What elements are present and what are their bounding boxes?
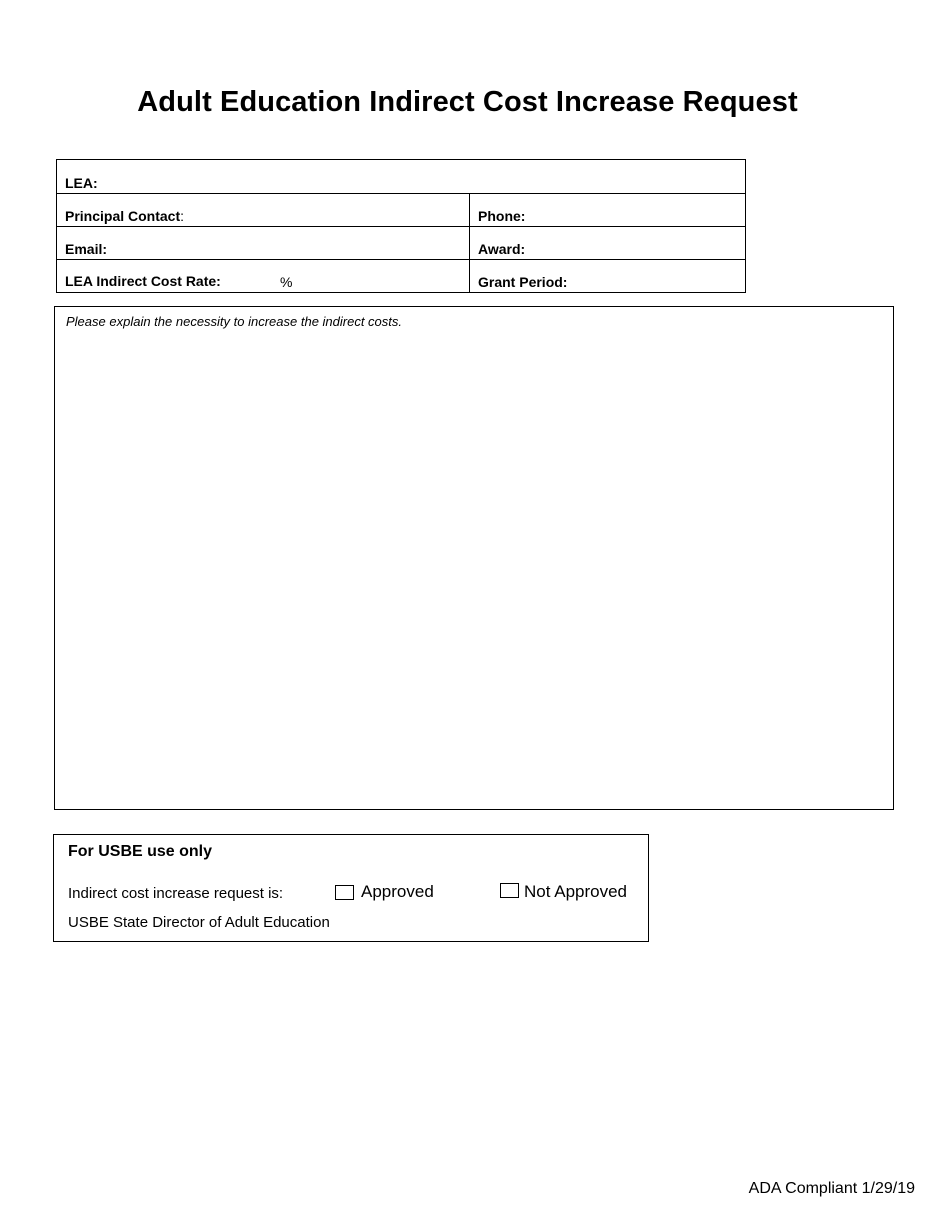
usbe-heading: For USBE use only — [68, 843, 213, 860]
principal-contact-colon: : — [180, 208, 185, 224]
explanation-prompt: Please explain the necessity to increase the indirect costs. — [66, 314, 403, 329]
not-approved-label: Not Approved — [524, 882, 628, 901]
lea-row — [57, 160, 745, 194]
footer-compliance-note: ADA Compliant 1/29/19 — [748, 1180, 915, 1197]
award-label: Award: — [478, 241, 526, 257]
approved-checkbox[interactable] — [335, 885, 354, 900]
column-divider — [469, 194, 470, 293]
explanation-text-area[interactable] — [54, 306, 894, 810]
indirect-cost-rate-label: LEA Indirect Cost Rate: — [65, 273, 221, 289]
not-approved-checkbox[interactable] — [500, 883, 519, 898]
grant-period-label: Grant Period: — [478, 274, 568, 290]
approved-label: Approved — [361, 882, 434, 901]
page-title: Adult Education Indirect Cost Increase Request — [137, 86, 798, 118]
principal-contact-text: Principal Contact — [65, 208, 181, 224]
percent-sign: % — [280, 274, 293, 290]
request-status-label: Indirect cost increase request is: — [68, 885, 284, 902]
lea-info-table — [56, 159, 746, 293]
phone-label: Phone: — [478, 208, 526, 224]
state-director-label: USBE State Director of Adult Education — [68, 914, 330, 931]
email-label: Email: — [65, 241, 108, 257]
principal-phone-row — [57, 194, 745, 227]
rate-grant-row — [57, 260, 745, 293]
lea-label: LEA: — [65, 175, 98, 191]
principal-contact-label — [65, 208, 184, 224]
email-award-row — [57, 227, 745, 260]
usbe-use-only-box — [53, 834, 649, 942]
